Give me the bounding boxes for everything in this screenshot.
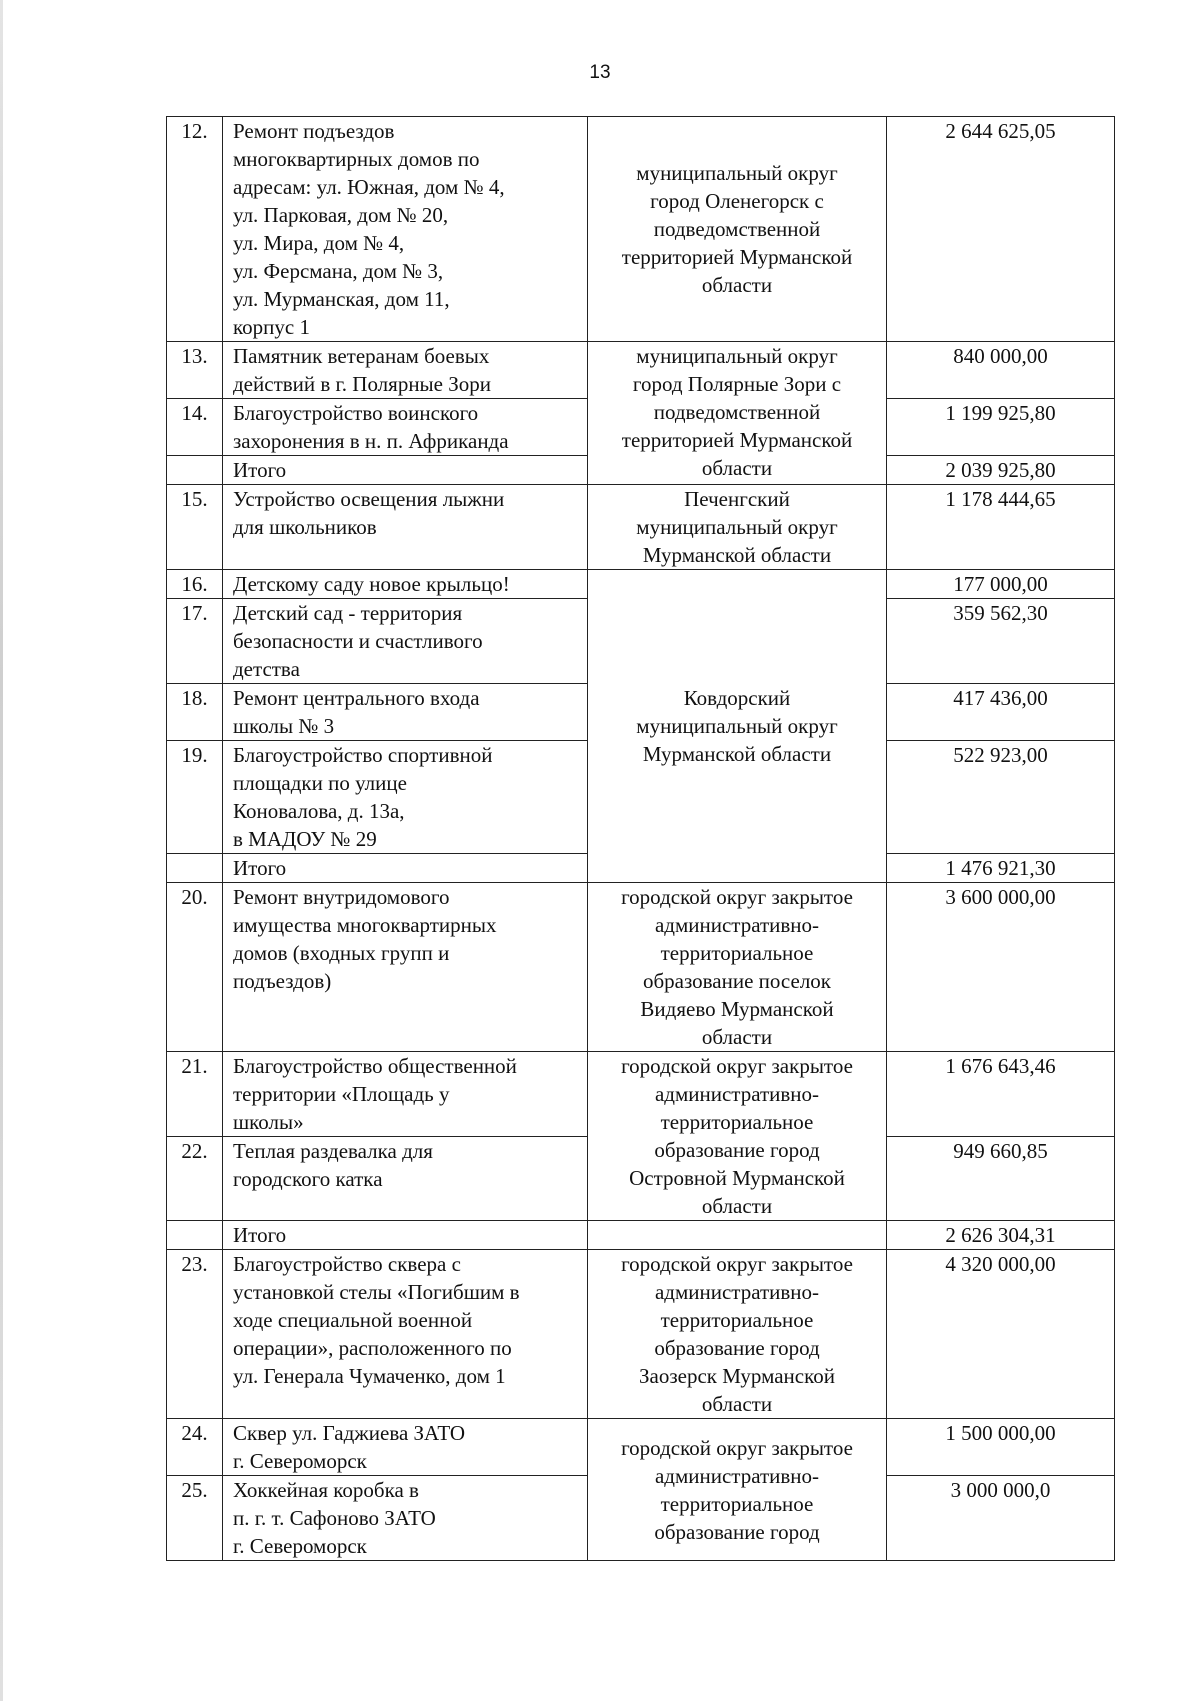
table-row [167,342,1115,399]
municipality-line: территориальное [660,1491,814,1516]
project-name-line: многоквартирных домов по [233,147,480,171]
projects-table [166,116,1115,1561]
project-name-line: домов (входных групп и [233,941,450,965]
amount-cell: 1 500 000,00 [887,1419,1115,1476]
project-name-line: адресам: ул. Южная, дом № 4, [233,175,505,199]
municipality-line: области [701,1025,773,1049]
project-name-line: Благоустройство сквера с [233,1252,461,1276]
municipality-line: административно- [654,913,820,937]
project-name-line: Благоустройство воинского [233,401,479,425]
row-number [167,456,223,485]
subtotal-amount: 2 039 925,80 [887,456,1115,485]
project-name-line: территории «Площадь у [233,1082,450,1106]
project-name-line: ул. Ферсмана, дом № 3, [233,259,444,283]
municipality-line: области [701,273,773,297]
table-row [167,1419,1115,1476]
project-name-line: действий в г. Полярные Зори [233,372,491,396]
municipality-line: городской округ закрытое [621,1054,853,1078]
row-number: 21. [167,1052,223,1137]
amount-cell: 2 644 625,05 [887,117,1115,342]
row-number: 17. [167,599,223,684]
project-name [223,342,588,399]
project-name-line: городского катка [233,1167,383,1191]
project-name-line: Памятник ветеранам боевых [233,344,490,368]
project-name-line: ул. Мурманская, дом 11, [233,287,450,311]
project-name-line: Благоустройство спортивной [233,743,493,767]
municipality-line: Островной Мурманской [629,1166,845,1190]
row-number: 14. [167,399,223,456]
subtotal-amount: 2 626 304,31 [887,1221,1115,1250]
project-name-line: детства [233,657,300,681]
project-name-line: Хоккейная коробка в [233,1478,419,1502]
project-name-line: Детскому саду новое крыльцо! [233,572,510,596]
project-name-line: Ремонт центрального входа [233,686,480,710]
municipality-cell [588,1419,887,1561]
municipality-line: Мурманской области [642,742,832,766]
project-name-line: захоронения в н. п. Африканда [233,429,509,453]
row-number: 24. [167,1419,223,1476]
project-name [223,1419,588,1476]
amount-cell: 1 199 925,80 [887,399,1115,456]
row-number [167,854,223,883]
project-name-line: площадки по улице [233,771,407,795]
project-name [223,399,588,456]
amount-cell: 3 000 000,0 [887,1476,1115,1561]
row-number: 23. [167,1250,223,1419]
table-row [167,117,1115,342]
project-name-line: Благоустройство общественной [233,1054,517,1078]
municipality-line: образование город [654,1138,820,1162]
project-name [223,570,588,599]
municipality-cell [588,1250,887,1419]
amount-cell: 840 000,00 [887,342,1115,399]
municipality-line: муниципальный округ [636,161,838,185]
municipality-line: город Полярные Зори с [632,372,842,396]
subtotal-label: Итого [223,1221,588,1250]
municipality-line: территориальное [660,1110,814,1134]
project-name [223,1250,588,1419]
municipality-line: образование город [654,1519,820,1544]
municipality-line: муниципальный округ [636,344,838,368]
table-row [167,883,1115,1052]
project-name [223,1052,588,1137]
municipality-line: Заозерск Мурманской [639,1364,835,1388]
row-number: 12. [167,117,223,342]
project-name-line: безопасности и счастливого [233,629,483,653]
row-number: 18. [167,684,223,741]
project-name [223,117,588,342]
project-name-line: п. г. т. Сафоново ЗАТО [233,1506,436,1530]
municipality-cell [588,570,887,883]
amount-cell: 1 676 643,46 [887,1052,1115,1137]
scan-edge [0,0,3,1701]
municipality-cell [588,117,887,342]
row-number: 22. [167,1137,223,1221]
municipality-line: городской округ закрытое [621,1435,853,1460]
project-name-line: школы № 3 [233,714,335,738]
subtotal-row [167,1221,1115,1250]
row-number [167,1221,223,1250]
municipality-line: территориальное [660,1308,814,1332]
project-name [223,684,588,741]
municipality-cell [588,1221,887,1250]
municipality-line: муниципальный округ [636,515,838,539]
table-row [167,485,1115,570]
project-name-line: Детский сад - территория [233,601,463,625]
project-name-line: в МАДОУ № 29 [233,827,377,851]
municipality-line: образование город [654,1336,820,1360]
municipality-cell [588,342,887,485]
amount-cell: 177 000,00 [887,570,1115,599]
municipality-line: области [701,456,773,480]
municipality-line: городской округ закрытое [621,885,853,909]
project-name-line: г. Североморск [233,1534,367,1558]
municipality-line: административно- [654,1082,820,1106]
municipality-line: муниципальный округ [636,714,838,738]
project-name [223,599,588,684]
project-name-line: г. Североморск [233,1449,367,1473]
municipality-line: город Оленегорск с [650,189,824,213]
municipality-cell [588,1052,887,1221]
project-name [223,741,588,854]
municipality-line: Мурманской области [642,543,832,567]
row-number: 16. [167,570,223,599]
project-name [223,485,588,570]
amount-cell: 4 320 000,00 [887,1250,1115,1419]
row-number: 20. [167,883,223,1052]
municipality-line: административно- [654,1463,820,1488]
municipality-line: городской округ закрытое [621,1252,853,1276]
page-number: 13 [589,62,611,83]
project-name-line: подъездов) [233,969,332,993]
amount-cell: 3 600 000,00 [887,883,1115,1052]
subtotal-label: Итого [223,854,588,883]
municipality-cell [588,883,887,1052]
project-name-line: ул. Парковая, дом № 20, [233,203,449,227]
municipality-line: образование поселок [642,969,832,993]
municipality-cell [588,485,887,570]
project-name-line: корпус 1 [233,315,310,339]
project-name-line: Устройство освещения лыжни [233,487,505,511]
row-number: 13. [167,342,223,399]
project-name-line: для школьников [233,515,377,539]
municipality-line: Видяево Мурманской [640,997,834,1021]
project-name-line: школы» [233,1110,304,1134]
amount-cell: 1 178 444,65 [887,485,1115,570]
project-name-line: Ремонт внутридомового [233,885,450,909]
municipality-line: области [701,1392,773,1416]
table-row [167,570,1115,599]
table-row [167,1250,1115,1419]
project-name-line: ул. Мира, дом № 4, [233,231,405,255]
project-name-line: операции», расположенного по [233,1336,512,1360]
project-name-line: установкой стелы «Погибшим в [233,1280,520,1304]
subtotal-label: Итого [223,456,588,485]
project-name-line: Теплая раздевалка для [233,1139,433,1163]
municipality-line: области [701,1194,773,1218]
municipality-line: административно- [654,1280,820,1304]
project-name-line: Коновалова, д. 13а, [233,799,405,823]
amount-cell: 949 660,85 [887,1137,1115,1221]
municipality-line: подведомственной [653,217,821,241]
project-name-line: ул. Генерала Чумаченко, дом 1 [233,1364,506,1388]
project-name [223,883,588,1052]
row-number: 19. [167,741,223,854]
subtotal-amount: 1 476 921,30 [887,854,1115,883]
municipality-line: Ковдорский [683,686,791,710]
municipality-line: территорией Мурманской [621,245,853,269]
row-number: 25. [167,1476,223,1561]
municipality-line: территориальное [660,941,814,965]
table-row [167,1052,1115,1137]
amount-cell: 359 562,30 [887,599,1115,684]
project-name-line: имущества многоквартирных [233,913,497,937]
project-name [223,1137,588,1221]
project-name-line: ходе специальной военной [233,1308,473,1332]
project-name-line: Сквер ул. Гаджиева ЗАТО [233,1421,466,1445]
project-name [223,1476,588,1561]
municipality-line: Печенгский [684,487,790,511]
amount-cell: 522 923,00 [887,741,1115,854]
municipality-line: территорией Мурманской [621,428,853,452]
amount-cell: 417 436,00 [887,684,1115,741]
row-number: 15. [167,485,223,570]
municipality-line: подведомственной [653,400,821,424]
project-name-line: Ремонт подъездов [233,119,395,143]
